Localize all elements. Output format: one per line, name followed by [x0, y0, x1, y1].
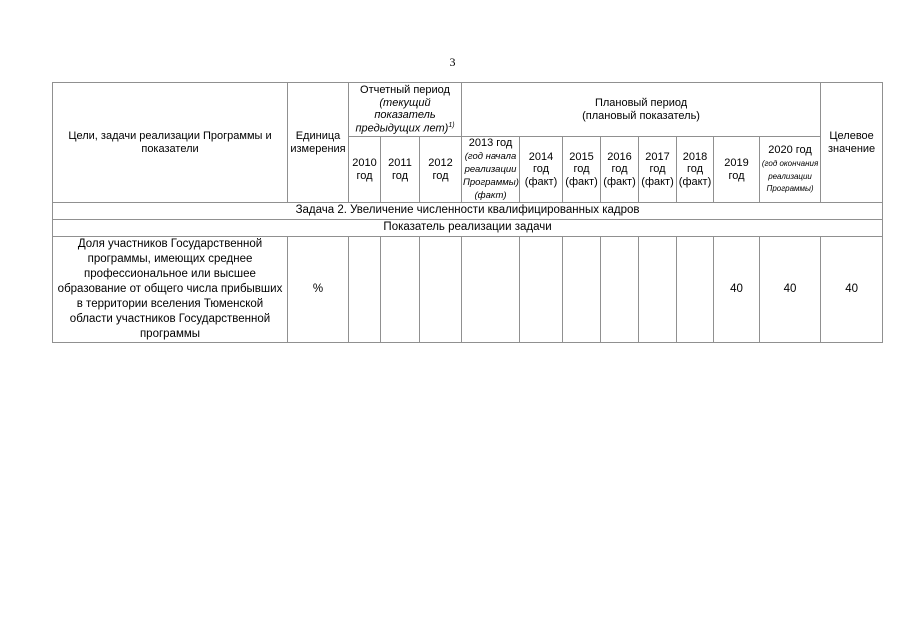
value-2014: [520, 237, 563, 343]
planned-subtitle: (плановый показатель): [582, 109, 700, 122]
header-planned-period: [462, 83, 821, 137]
header-year-2012: 2012 год: [420, 137, 462, 203]
header-year-2013: [462, 137, 520, 203]
value-2018: [677, 237, 714, 343]
indicators-table: [52, 82, 883, 343]
header-year-2011: 2011 год: [381, 137, 420, 203]
header-year-2017: 2017 год (факт): [639, 137, 677, 203]
indicator-header-row: Показатель реализации задачи: [53, 220, 883, 237]
year-2020-label: 2020 год: [768, 144, 812, 157]
value-2012: [420, 237, 462, 343]
header-year-2018: 2018 год (факт): [677, 137, 714, 203]
header-year-2015: 2015 год (факт): [563, 137, 601, 203]
year-2013-fact: (факт): [474, 189, 507, 201]
header-goals: Цели, задачи реализации Программы и показатели: [53, 83, 288, 203]
value-target: 40: [821, 237, 883, 343]
planned-title: Плановый период: [594, 96, 688, 109]
header-year-2010: 2010 год: [349, 137, 381, 203]
indicator-name: Доля участников Государственной программы, имеющих среднее профессиональное или высшее образование от общего числа прибывших в территории вселения Тюменской области участников Государственной программы: [53, 237, 288, 343]
header-year-2020: [760, 137, 821, 203]
header-unit: Единица измерения: [288, 83, 349, 203]
header-year-2019: 2019 год: [714, 137, 760, 203]
year-2020-note: (год окончания реализации Программы): [761, 158, 819, 194]
header-target: Целевое значение: [821, 83, 883, 203]
task-row: Задача 2. Увеличение численности квалифицированных кадров: [53, 203, 883, 220]
indicator-unit: %: [288, 237, 349, 343]
page-number: 3: [449, 55, 456, 69]
reporting-title: Отчетный период: [360, 83, 450, 96]
value-2019: 40: [714, 237, 760, 343]
value-2015: [563, 237, 601, 343]
header-year-2016: 2016 год (факт): [601, 137, 639, 203]
value-2011: [381, 237, 420, 343]
year-2013-label: 2013 год: [468, 137, 513, 150]
year-2013-note: (год начала реализации Программы): [463, 150, 519, 188]
reporting-subtitle: (текущий показатель предыдущих лет): [355, 96, 449, 135]
value-2016: [601, 237, 639, 343]
header-year-2014: 2014 год (факт): [520, 137, 563, 203]
reporting-footnote-mark: 1): [448, 121, 455, 129]
value-2013: [462, 237, 520, 343]
header-reporting-period: [349, 83, 462, 137]
value-2010: [349, 237, 381, 343]
value-2017: [639, 237, 677, 343]
value-2020: 40: [760, 237, 821, 343]
